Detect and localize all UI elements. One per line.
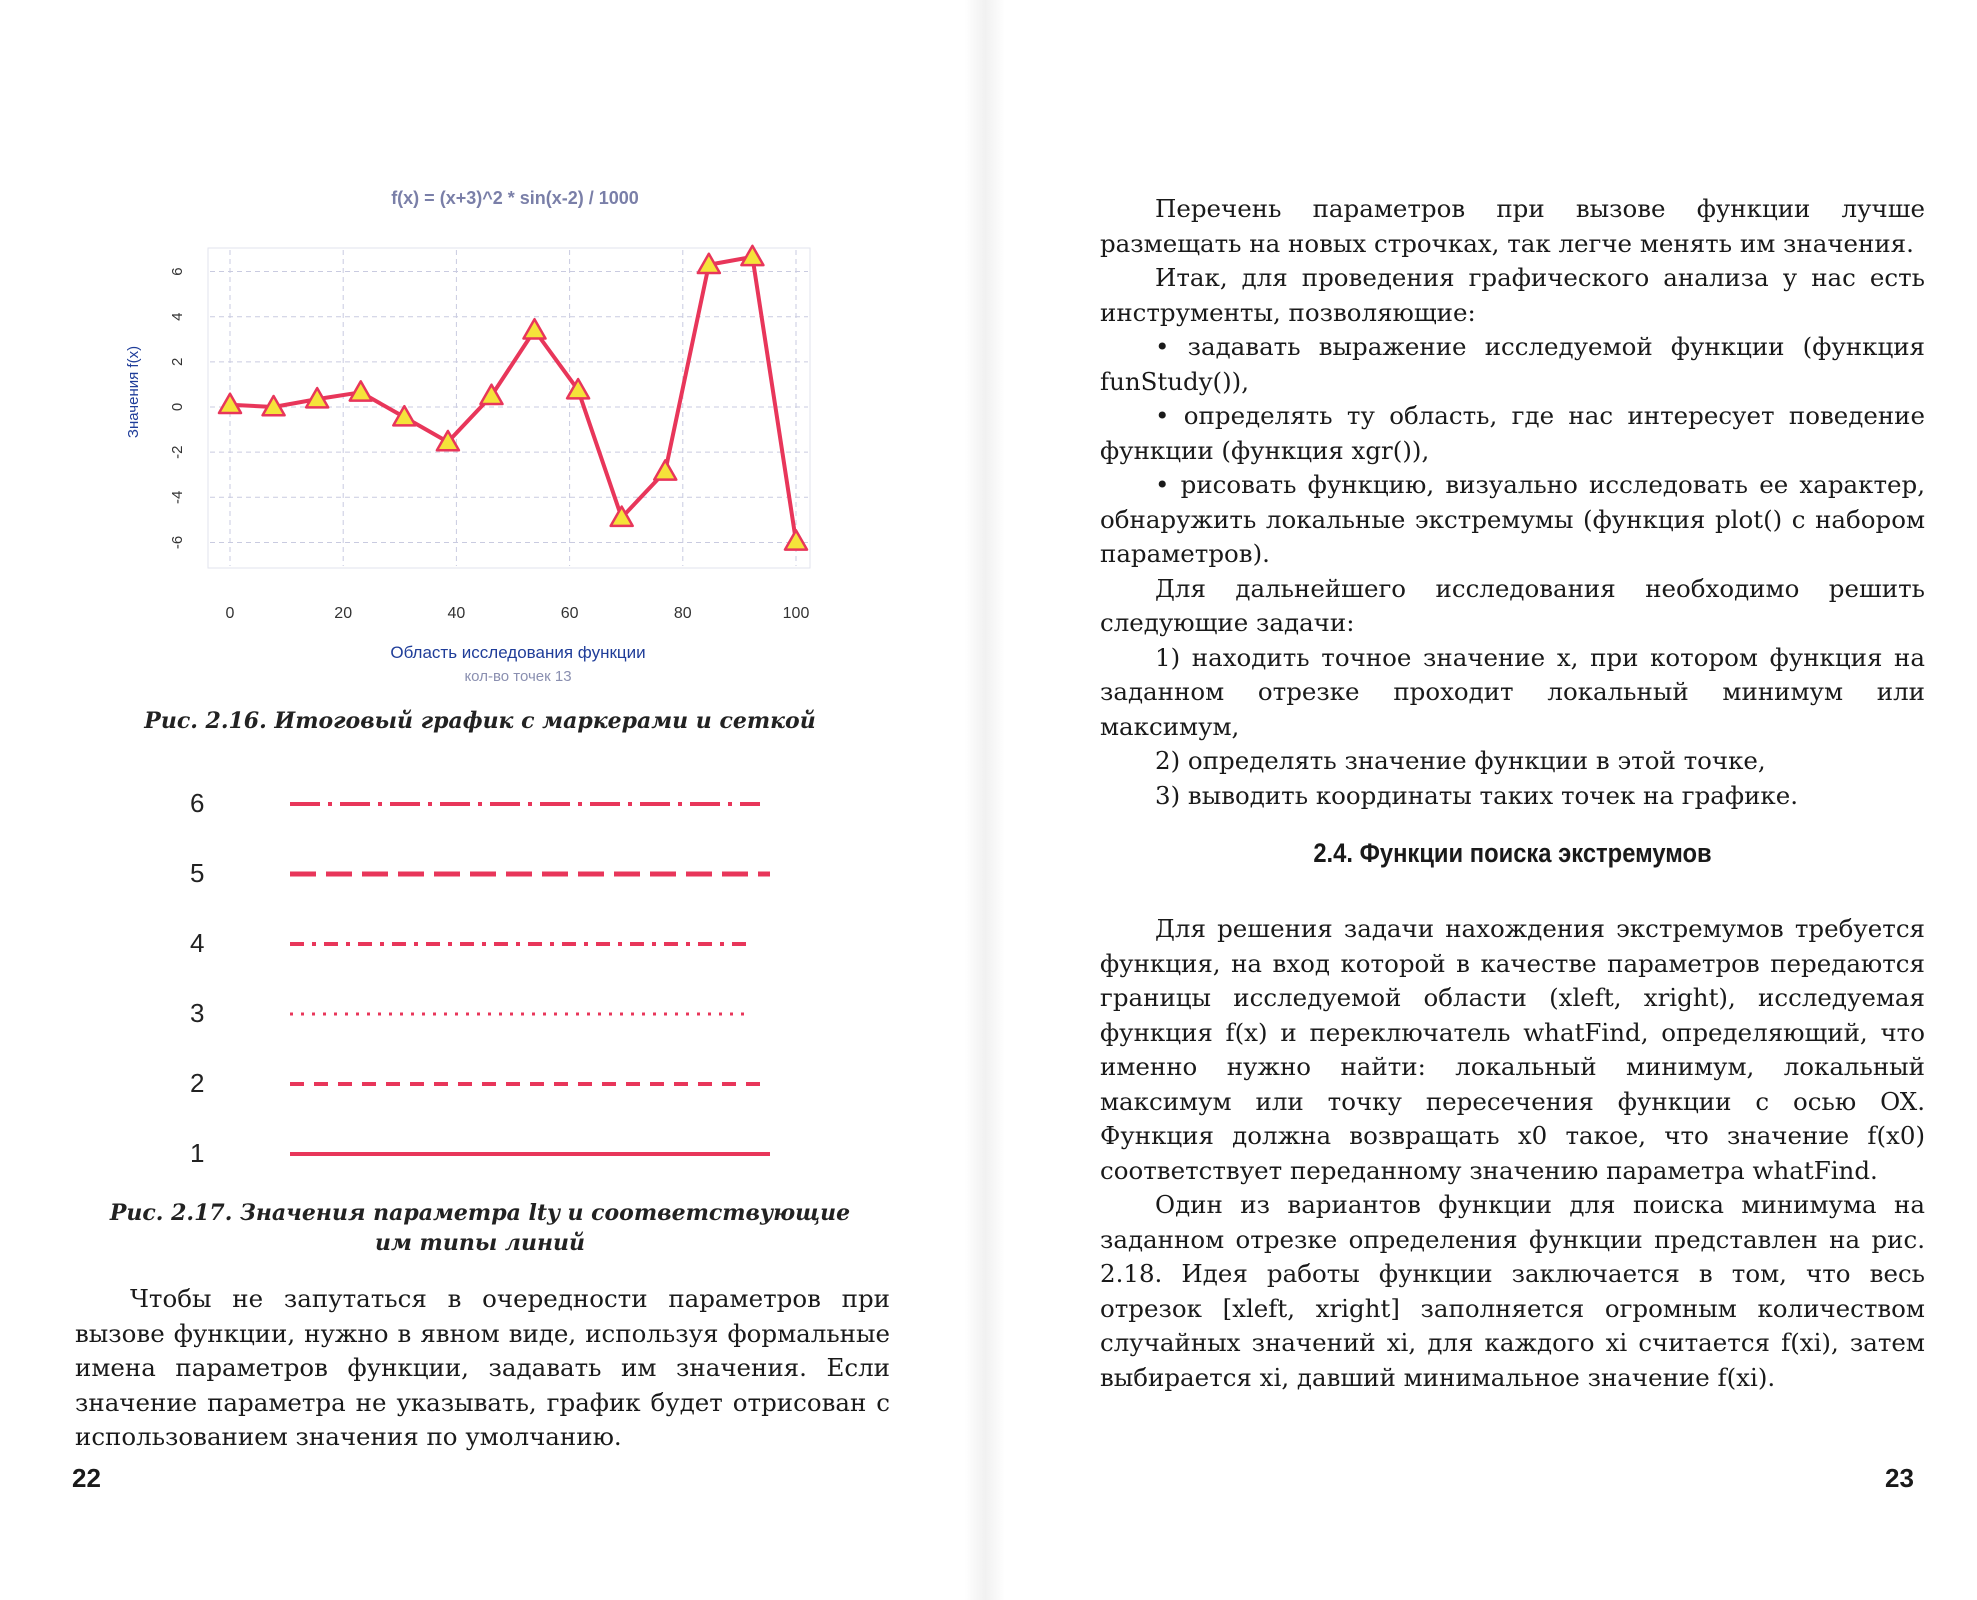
lty-row-1: [190, 1130, 790, 1180]
caption-line: им типы линий: [374, 1230, 585, 1256]
right-page: [1000, 0, 1977, 1600]
lty-row-2: [190, 1060, 790, 1110]
lty-line-dashed: [290, 1064, 790, 1104]
data-point-marker: [393, 406, 415, 425]
lty-line-longdash: [290, 854, 790, 894]
y-tick-label: 0: [169, 402, 186, 412]
bullet-item: • рисовать функцию, визуально исследовать ее характер, обнаружить локальные экстремумы (функция plot() с набором параметров).: [1100, 470, 1925, 568]
chart-title: f(x) = (x+3)^2 * sin(x-2) / 1000: [391, 188, 639, 208]
left-page: [0, 0, 960, 1600]
lty-row-3: [190, 990, 790, 1040]
right-section-block: [1100, 912, 1925, 1395]
y-axis: [169, 267, 186, 549]
x-tick-label: 80: [673, 605, 692, 622]
x-tick-label: 0: [225, 605, 235, 622]
x-tick-label: 40: [447, 605, 466, 622]
caption-line: Рис. 2.17. Значения параметра lty и соответствующие: [109, 1200, 851, 1226]
lty-label: 4: [190, 928, 205, 958]
y-tick-label: -6: [169, 535, 186, 550]
lty-line-dotted: [290, 994, 790, 1034]
paragraph: Один из вариантов функции для поиска минимума на заданном отрезке определения функции представлен на рис. 2.18. Идея работы функции заключается в том, что весь отрезок [xleft, xright] заполняется огромным количеством случайных значений xi, для каждого xi считается f(xi), затем выбирается xi, давший минимальное значение f(xi).: [1100, 1190, 1925, 1392]
lty-label: 1: [190, 1138, 205, 1168]
paragraph: Для дальнейшего исследования необходимо решить следующие задачи:: [1100, 573, 1925, 637]
task-item: 2) определять значение функции в этой точке,: [1155, 746, 1766, 775]
paragraph: Итак, для проведения графического анализа у нас есть инструменты, позволяющие:: [1100, 263, 1925, 327]
x-tick-label: 60: [560, 605, 579, 622]
chart-ylabel: Значения f(x): [125, 345, 142, 439]
lty-label: 6: [190, 788, 205, 818]
paragraph: Перечень параметров при вызове функции лучше размещать на новых строчках, так легче менять им значения.: [1100, 194, 1925, 258]
chart-subtitle: кол-во точек 13: [464, 668, 572, 685]
series-markers: [219, 246, 807, 550]
data-point-marker: [785, 530, 807, 549]
chart-xlabel: Область исследования функции: [390, 643, 646, 662]
lty-row-6: [190, 780, 790, 830]
data-point-marker: [741, 246, 763, 265]
figure-2-16-caption: Рис. 2.16. Итоговый график с маркерами и сеткой: [144, 708, 816, 734]
y-tick-label: -2: [169, 445, 186, 459]
bullet-item: • определять ту область, где нас интересует поведение функции (функция xgr()),: [1100, 401, 1925, 465]
page-number-left: 22: [72, 1463, 101, 1493]
plot-area: [208, 248, 810, 568]
data-point-marker: [654, 460, 676, 479]
chart-grid: [210, 250, 808, 566]
figure-2-17-caption: [90, 1198, 870, 1258]
lty-line-dotdash: [290, 784, 790, 824]
data-point-marker: [524, 319, 546, 338]
paragraph: Чтобы не запутаться в очередности параметров при вызове функции, нужно в явном виде, используя формальные имена параметров функции, задавать им значения. Если значение параметра не указывать, график будет отрисован с использованием значения по умолчанию.: [75, 1284, 890, 1451]
task-item: 1) находить точное значение x, при котором функция на заданном отрезке проходит локальный минимум или максимум,: [1100, 642, 1925, 741]
page-number-right: 23: [1885, 1463, 1914, 1493]
left-paragraph-block: [75, 1282, 890, 1455]
data-point-marker: [350, 381, 372, 400]
y-tick-label: 2: [169, 357, 186, 367]
y-tick-label: -4: [169, 490, 186, 504]
lty-line-solid: [290, 1134, 790, 1174]
y-tick-label: 6: [169, 267, 186, 276]
book-gutter: [965, 0, 1005, 1600]
right-intro-block: [1100, 192, 1925, 813]
lty-line-dashdot: [290, 924, 790, 964]
x-tick-label: 100: [782, 605, 810, 622]
lty-label: 5: [190, 858, 205, 888]
lty-row-5: [190, 850, 790, 900]
x-axis: [226, 605, 810, 622]
y-tick-label: 4: [169, 312, 186, 321]
figure-2-16-chart: [110, 180, 850, 700]
bullet-item: • задавать выражение исследуемой функции (функция funStudy()),: [1100, 332, 1925, 396]
lty-label: 2: [190, 1068, 205, 1098]
lty-row-4: [190, 920, 790, 970]
section-heading: 2.4. Функции поиска экстремумов: [1313, 838, 1712, 868]
x-tick-label: 20: [334, 605, 353, 622]
lty-label: 3: [190, 998, 205, 1028]
task-item: 3) выводить координаты таких точек на графике.: [1155, 780, 1799, 810]
figure-2-17-line-types: [190, 780, 790, 1180]
paragraph: Для решения задачи нахождения экстремумов требуется функция, на вход которой в качестве параметров передаются границы исследуемой области (xleft, xright), исследуемая функция f(x) и переключатель whatFind, определяющий, что именно нужно найти: локальный минимум, локальный максимум или точку пересечения функции с осью OX. Функция должна возвращать x0 такое, что значение f(x0) соответствует переданному значению параметра whatFind.: [1100, 914, 1925, 1185]
